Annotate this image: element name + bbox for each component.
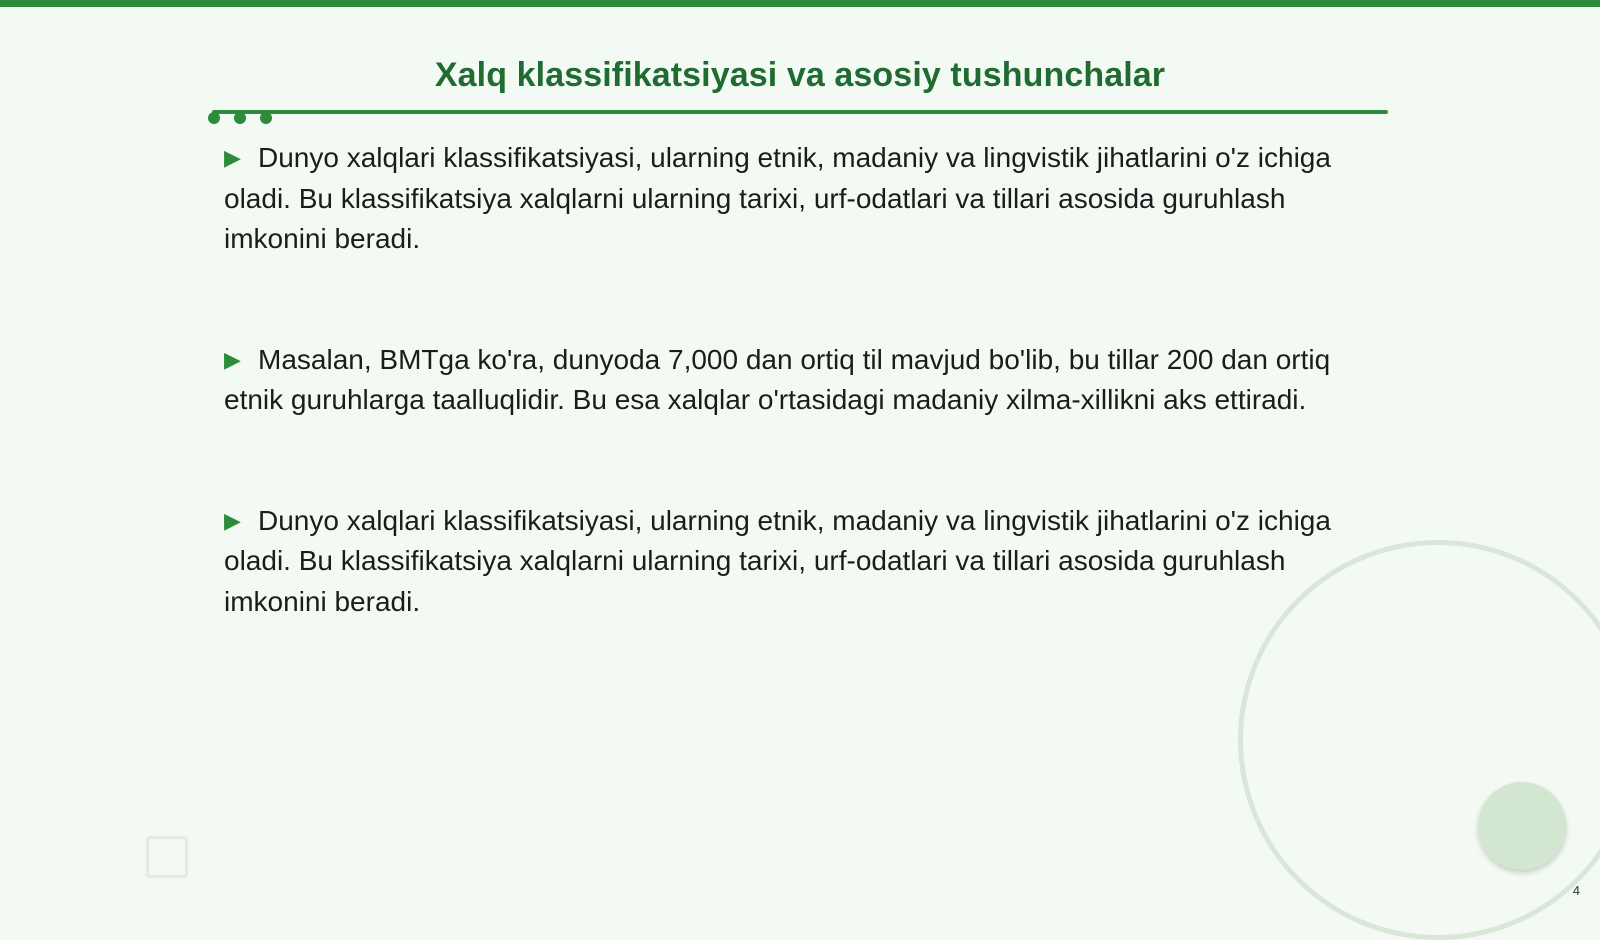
decorative-dot <box>234 112 246 124</box>
decorative-square <box>146 836 188 878</box>
bullet-text: Dunyo xalqlari klassifikatsiyasi, ularning etnik, madaniy va lingvistik jihatlarini o'z ichiga oladi. Bu klassifikatsiya xalqlarni ularning tarixi, urf-odatlari va tillari asosida guruhlash imkonini beradi. <box>224 504 1331 617</box>
slide-title: Xalq klassifikatsiyasi va asosiy tushunchalar <box>434 56 1166 94</box>
title-underline <box>212 110 1388 114</box>
bullet-paragraph <box>224 138 1384 260</box>
bullet-text: Masalan, BMTga ko'ra, dunyoda 7,000 dan ortiq til mavjud bo'lib, bu tillar 200 dan ortiq etnik guruhlarga taalluqlidir. Bu esa xalqlar o'rtasidagi madaniy xilma-xillikni aks ettiradi. <box>224 343 1331 415</box>
triangle-bullet-icon: ▶ <box>224 507 241 533</box>
decorative-dot <box>208 112 220 124</box>
decorative-disc <box>1478 782 1566 870</box>
triangle-bullet-icon: ▶ <box>224 145 241 170</box>
decorative-dot <box>260 112 272 124</box>
page-number: 4 <box>1572 883 1580 898</box>
triangle-bullet-icon: ▶ <box>224 346 241 372</box>
bullet-text: Dunyo xalqlari klassifikatsiyasi, ularning etnik, madaniy va lingvistik jihatlarini o'z ichiga oladi. Bu klassifikatsiya xalqlarni ularning tarixi, urf-odatlari va tillari asosida guruhlash imkonini beradi. <box>224 142 1331 254</box>
top-accent-bar <box>0 0 1600 7</box>
bullet-paragraph <box>224 501 1384 623</box>
slide-body <box>224 138 1384 702</box>
bullet-paragraph <box>224 340 1384 421</box>
